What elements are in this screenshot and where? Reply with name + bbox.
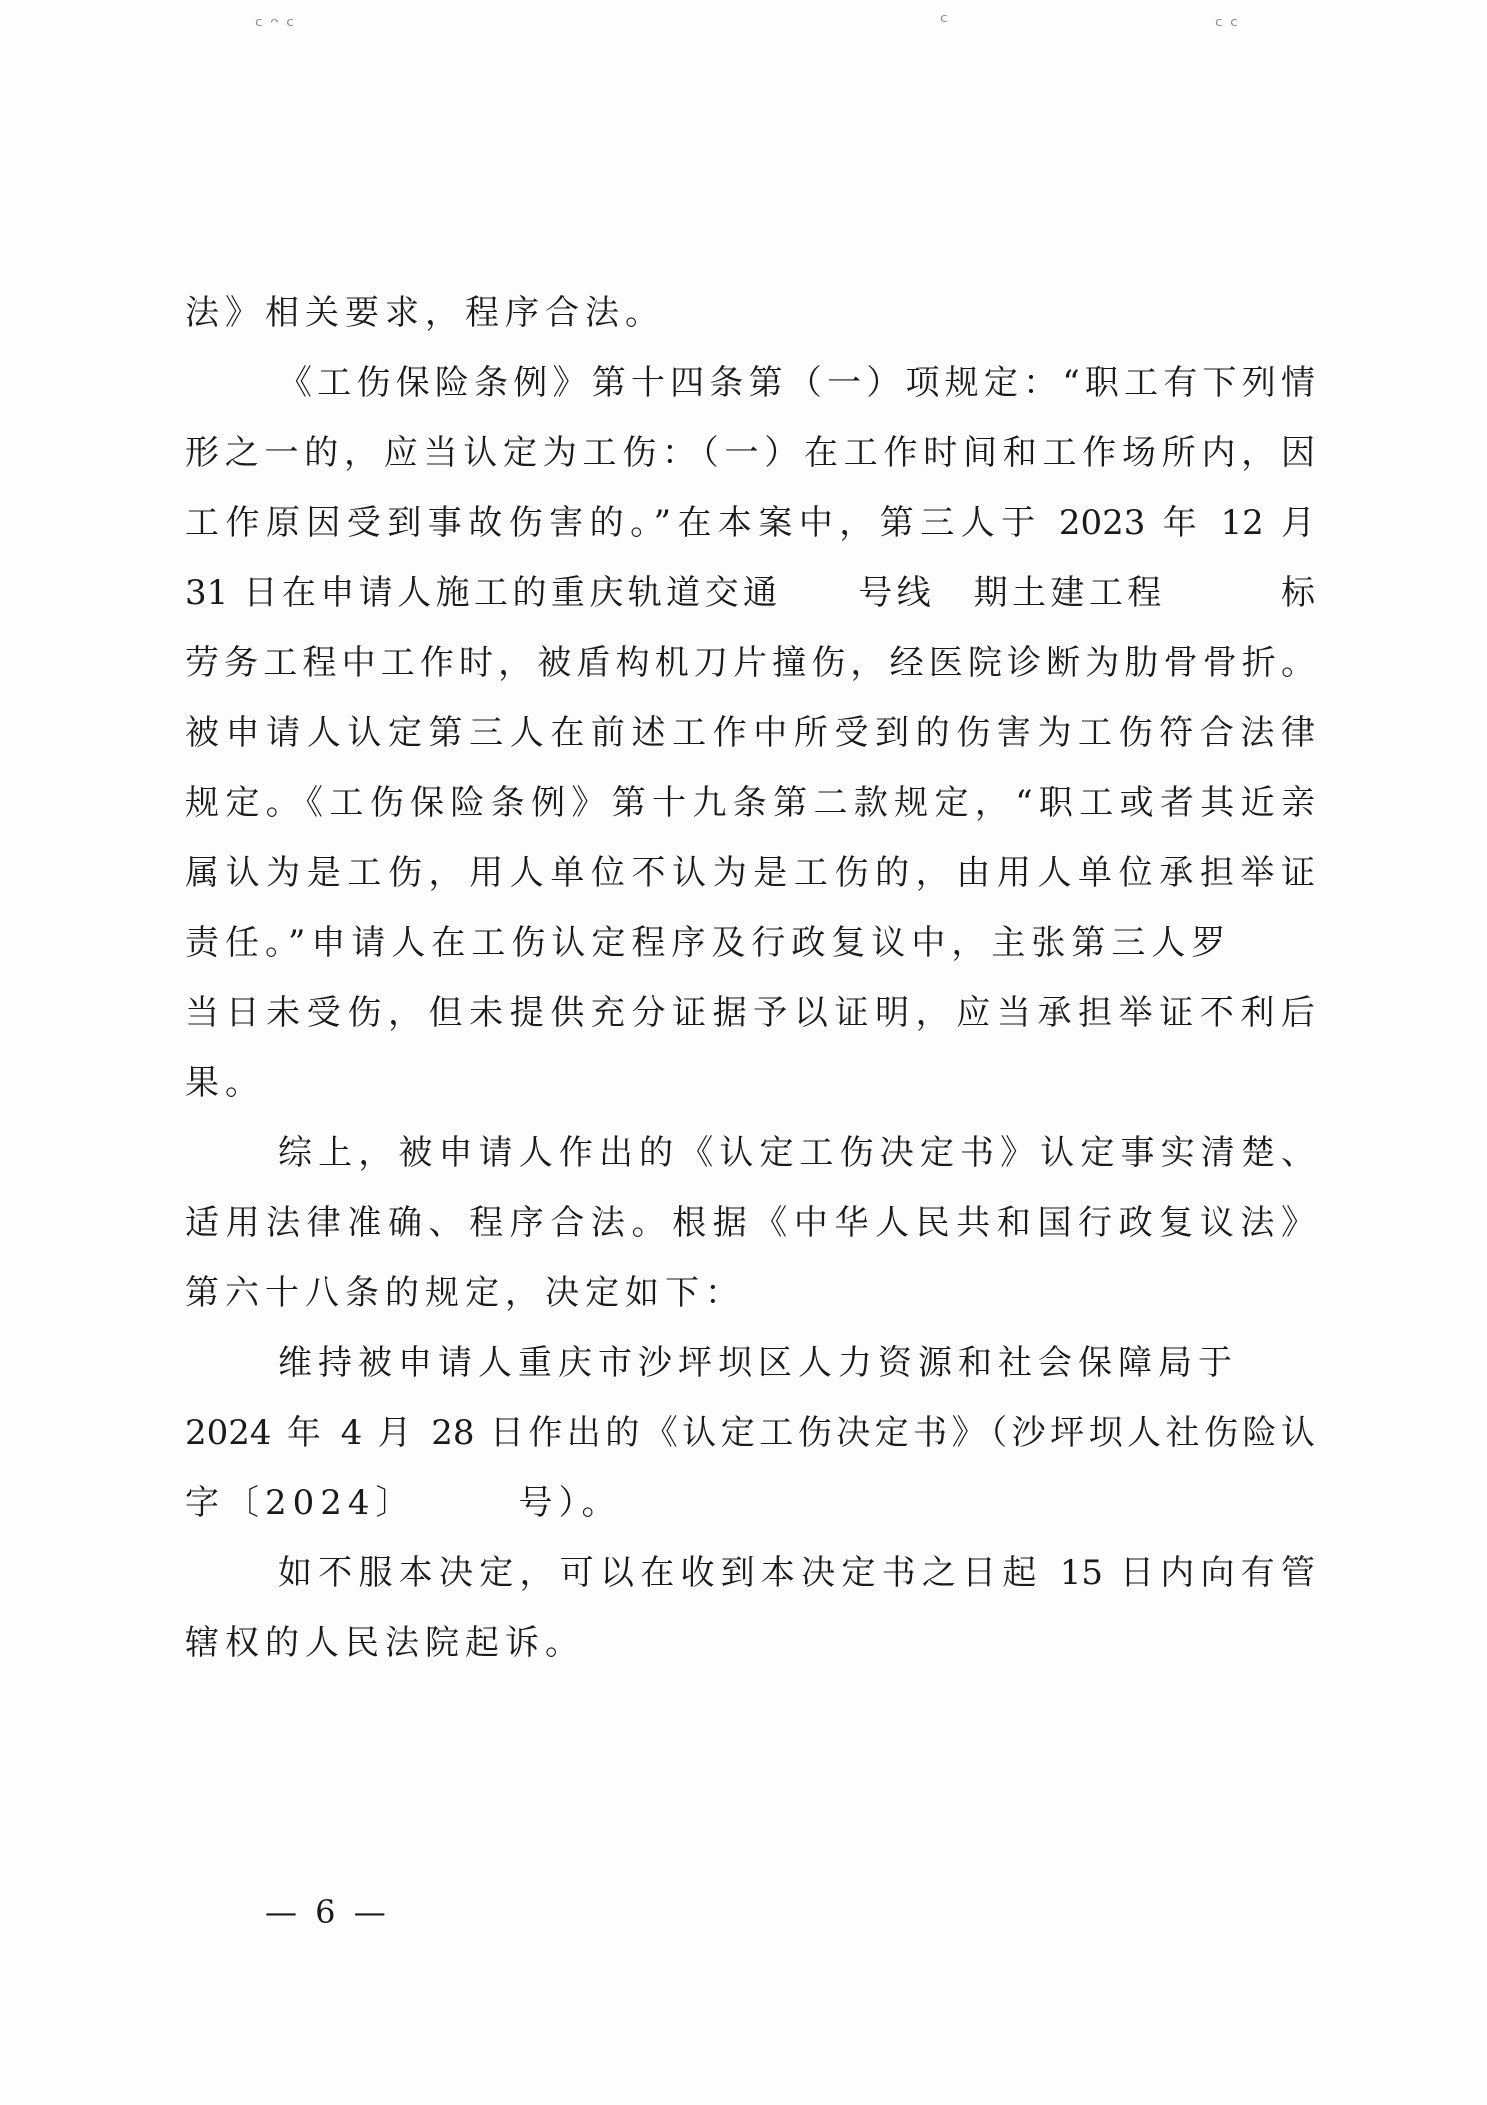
body-line-18: 字〔2024〕 号）。: [185, 1483, 622, 1523]
body-line-3: 形之一的，应当认定为工伤：（一）在工作时间和工作场所内，因: [185, 433, 1315, 473]
body-line-2: 《工伤保险条例》第十四条第（一）项规定：“职工有下列情: [278, 363, 1315, 403]
body-line-11: 当日未受伤，但未提供充分证据予以证明，应当承担举证不利后: [185, 993, 1315, 1033]
body-line-15: 第六十八条的规定，决定如下：: [185, 1273, 745, 1313]
body-line-16: 维持被申请人重庆市沙坪坝区人力资源和社会保障局于: [278, 1343, 1238, 1383]
body-line-19: 如不服本决定，可以在收到本决定书之日起 15 日内向有管: [278, 1553, 1315, 1593]
body-line-17: 2024 年 4 月 28 日作出的《认定工伤决定书》（沙坪坝人社伤险认: [185, 1413, 1315, 1453]
page-number: — 6 —: [265, 1893, 390, 1931]
body-line-5: 31 日在申请人施工的重庆轨道交通 号线 期土建工程 标: [185, 573, 1315, 613]
body-line-10: 责任。”申请人在工伤认定程序及行政复议中，主张第三人罗: [185, 923, 1232, 963]
body-line-7: 被申请人认定第三人在前述工作中所受到的伤害为工伤符合法律: [185, 713, 1315, 753]
body-line-13: 综上，被申请人作出的《认定工伤决定书》认定事实清楚、: [278, 1133, 1315, 1173]
scan-artifact: ᶜ ᵔ ᶜ: [255, 14, 295, 39]
body-line-12: 果。: [185, 1063, 265, 1103]
body-line-20: 辖权的人民法院起诉。: [185, 1623, 585, 1663]
scan-artifact: ᶜ: [940, 10, 949, 35]
body-line-4: 工作原因受到事故伤害的。”在本案中，第三人于 2023 年 12 月: [185, 503, 1315, 543]
body-line-14: 适用法律准确、程序合法。根据《中华人民共和国行政复议法》: [185, 1203, 1315, 1243]
body-line-8: 规定。《工伤保险条例》第十九条第二款规定，“职工或者其近亲: [185, 783, 1315, 823]
scan-artifact: ᶜ ᶜ: [1215, 14, 1239, 39]
body-line-6: 劳务工程中工作时，被盾构机刀片撞伤，经医院诊断为肋骨骨折。: [185, 643, 1315, 683]
body-line-1: 法》相关要求，程序合法。: [185, 293, 665, 333]
body-line-9: 属认为是工伤，用人单位不认为是工伤的，由用人单位承担举证: [185, 853, 1315, 893]
